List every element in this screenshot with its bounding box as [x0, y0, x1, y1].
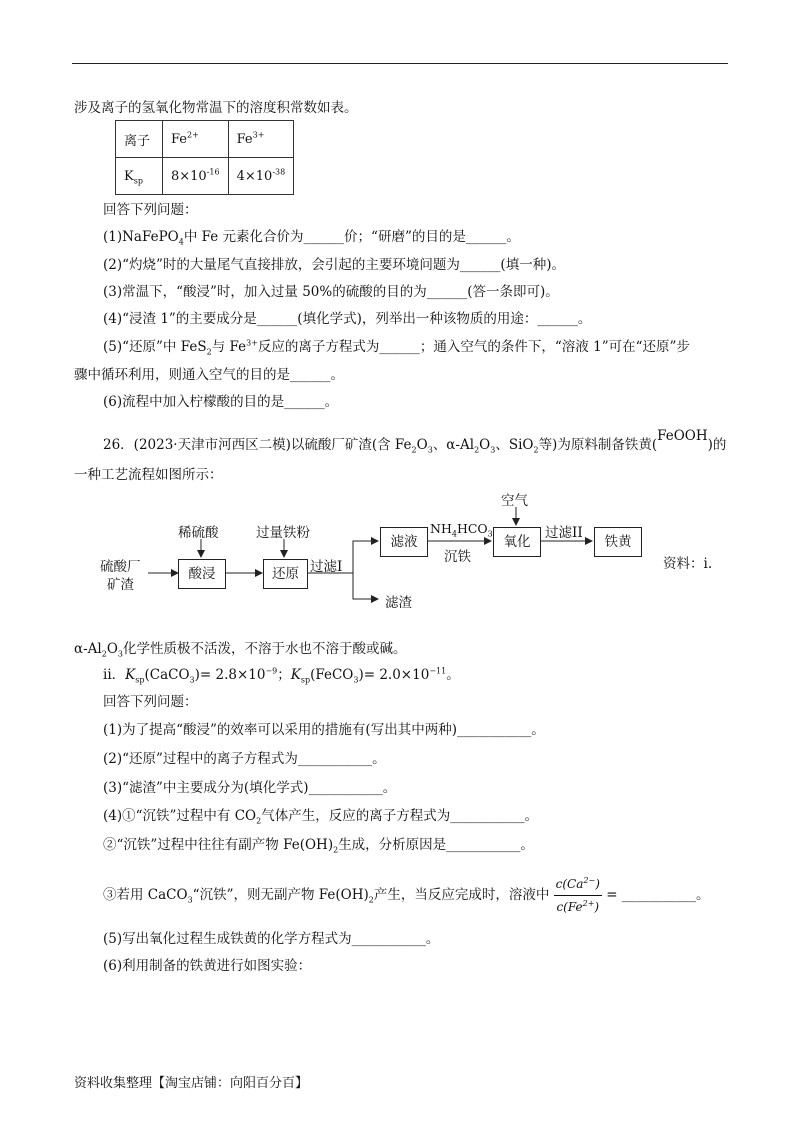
q26-part4-1: (4)①“沉铁”过程中有 $CO_2$气体产生，反应的离子方程式为___________。: [103, 808, 538, 826]
q26-part5: (5)写出氧化过程生成铁黄的化学方程式为___________。: [103, 931, 440, 947]
nh4hco3-label: $NH_4HCO_3$: [430, 521, 493, 539]
flow-arrows: [98, 485, 658, 620]
q26-heading-cont: 一种工艺流程如图所示：: [74, 467, 223, 483]
arrow-to-residue: [353, 573, 378, 599]
q26-part3: (3)“滤渣”中主要成分为(填化学式)___________。: [103, 780, 397, 796]
q26-part4-3: ③若用 CaCO$_3$“沉铁”，则无副产物 $Fe(OH)_2$产生，当反应完成时，溶液中 $\frac{c(Ca^{2-})}{c(Fe^{2+})}$ = ___________。: [103, 873, 710, 918]
reduce-box: 还原: [263, 559, 308, 589]
q26-part6: (6)利用制备的铁黄进行如图实验：: [103, 958, 312, 974]
reference-label: 资料：i.: [663, 556, 713, 572]
air-label: 空气: [501, 493, 528, 509]
ksp-table: [115, 120, 294, 195]
concentration-ratio: $\frac{c(Ca^{2-})}{c(Fe^{2+})}$: [554, 873, 602, 918]
header-rule: [72, 63, 728, 64]
q26-heading: 26．(2023·天津市河西区二模)以硫酸厂矿渣(含 $Fe_2O_3$、$\alpha-Al_2O_3$、SiO$_2$等)为原料制备铁黄(FeOOH)的: [103, 428, 727, 455]
note-1: $\alpha-Al_2O_3$化学性质极不活泼，不溶于水也不溶于酸或碱。: [74, 641, 407, 659]
filtrate-box: 滤液: [380, 527, 428, 557]
acid-label: 稀硫酸: [178, 525, 219, 541]
q25-ask: 回答下列问题：: [103, 202, 198, 218]
q25-part5: (5)“还原”中 FeS$_2$与 $Fe^{3+}$反应的离子方程式为______；通入空气的条件下，“溶液 1”可在“还原”步: [103, 338, 690, 357]
feooh-formula: FeOOH: [657, 428, 708, 444]
leach-box: 酸浸: [178, 559, 226, 589]
q25-part4: (4)“浸渣 1”的主要成分是______(填化学式)，列举出一种该物质的用途：______。: [103, 311, 592, 327]
q25-part5-cont: 骤中循环利用，则通入空气的目的是______。: [74, 367, 344, 383]
filter1-label: 过滤I: [310, 559, 343, 575]
q25-part1: (1)NaFePO$_4$中 Fe 元素化合价为______价；“研磨”的目的是______。: [103, 229, 520, 247]
q25-part2: (2)“灼烧”时的大量尾气直接排放，会引起的主要环境问题为______(填一种)。: [103, 257, 565, 273]
ore-label-1: 硫酸厂: [100, 559, 141, 575]
table-header-ion: 离子: [116, 121, 163, 158]
q26-part2: (2)“还原”过程中的离子方程式为___________。: [103, 751, 386, 767]
precip-label: 沉铁: [444, 549, 471, 565]
q26-part1: (1)为了提高“酸浸”的效率可以采用的措施有(写出其中两种)___________。: [103, 722, 545, 738]
q26-ask: 回答下列问题：: [103, 694, 198, 710]
footer-text: 资料收集整理【淘宝店铺：向阳百分百】: [74, 1076, 309, 1091]
iron-label: 过量铁粉: [256, 525, 310, 541]
filter2-label: 过滤II: [545, 525, 583, 541]
q25-part6: (6)流程中加入柠檬酸的目的是______。: [103, 394, 339, 410]
table-cell-fe2-ksp: $8\times 10^{-16}$: [163, 158, 229, 195]
table-row-ksp-label: $K_{sp}$: [116, 158, 163, 195]
q26-part4-2: ②“沉铁”过程中往往有副产物 $Fe(OH)_2$生成，分析原因是___________。: [103, 837, 534, 855]
table-header-fe3: $Fe^{3+}$: [228, 121, 294, 158]
table-header-fe2: $Fe^{2+}$: [163, 121, 229, 158]
intro-text: 涉及离子的氢氧化物常温下的溶度积常数如表。: [74, 100, 358, 116]
product-box: 铁黄: [594, 527, 642, 557]
ore-label-2: 矿渣: [107, 577, 134, 593]
note-2: ii．$K_{sp}(CaCO_3)= 2.8\times 10^{-9}$；$K_{sp}(FeCO_3)= 2.0\times 10^{-11}$。: [103, 666, 460, 685]
residue-label: 滤渣: [385, 595, 412, 611]
table-cell-fe3-ksp: $4\times 10^{-38}$: [228, 158, 294, 195]
process-flow-diagram: [98, 485, 658, 620]
q25-part3: (3)常温下，“酸浸”时，加入过量 50%的硫酸的目的为______(答一条即可)。: [103, 284, 559, 300]
oxid-box: 氧化: [493, 527, 541, 557]
